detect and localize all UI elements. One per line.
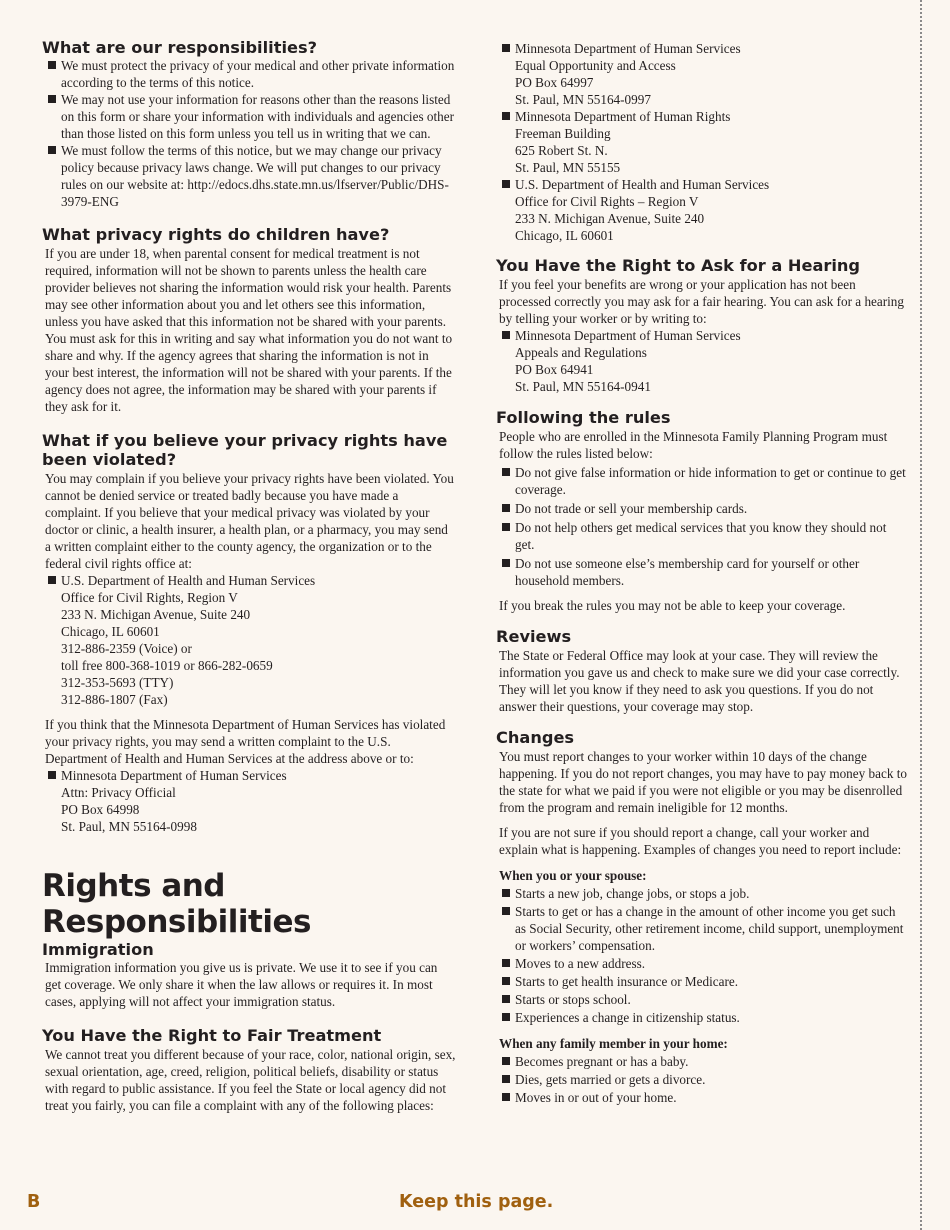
bullet-icon — [502, 1093, 510, 1101]
bullet-icon — [48, 771, 56, 779]
spouse-changes-list — [496, 885, 908, 1026]
bullet-icon — [502, 180, 510, 188]
civil-rights-address — [42, 572, 456, 708]
family-changes-list — [496, 1053, 908, 1106]
left-column — [42, 38, 456, 1114]
list-item: Do not use someone else’s membership card for yourself or other household members. — [496, 555, 908, 589]
bullet-icon — [502, 977, 510, 985]
list-item: Dies, gets married or gets a divorce. — [496, 1071, 908, 1088]
page-letter: B — [27, 1192, 41, 1212]
bullet-icon — [48, 61, 56, 69]
list-item: Minnesota Department of Human Services Appeals and Regulations PO Box 64941 St. Paul, MN 55164-0941 — [496, 327, 908, 395]
list-item: Do not trade or sell your membership cards. — [496, 500, 908, 517]
children-heading: What privacy rights do children have? — [42, 225, 390, 244]
immigration-heading: Immigration — [42, 940, 154, 959]
fair-treatment-body: We cannot treat you different because of your race, color, national origin, sex, sexual orientation, age, creed, religion, political beliefs, disability or status with regard to public assistance. If you feel the State or local agency did not treat you fairly, you can file a complaint with any of the following places: — [45, 1047, 456, 1113]
list-item: We may not use your information for reasons other than the reasons listed on this form or share your information with individuals and agencies other than those listed on this form unless you tell us in writing that we can. — [42, 91, 456, 142]
bullet-icon — [502, 468, 510, 476]
bullet-icon — [48, 576, 56, 584]
bullet-icon — [502, 331, 510, 339]
list-item: Minnesota Department of Human Services Equal Opportunity and Access PO Box 64997 St. Paul, MN 55164-0997 — [496, 40, 908, 108]
responsibilities-heading: What are our responsibilities? — [42, 38, 317, 57]
responsibilities-list — [42, 57, 456, 210]
bullet-icon — [502, 523, 510, 531]
bullet-icon — [502, 1013, 510, 1021]
list-item: U.S. Department of Health and Human Services Office for Civil Rights, Region V 233 N. Michigan Avenue, Suite 240 Chicago, IL 60601 312-886-2359 (Voice) or toll free 800-368-1019 or 866-282-0659 312-353-5693 (TTY) 312-886-1807 (Fax) — [42, 572, 456, 708]
list-item: We must protect the privacy of your medical and other private information according to the terms of this notice. — [42, 57, 456, 91]
bullet-icon — [502, 995, 510, 1003]
reviews-body: The State or Federal Office may look at your case. They will review the information you gave us and check to make sure we did your case correctly. They will let you know if they need to ask you questions. If you do not answer their questions, your coverage may stop. — [499, 648, 900, 714]
list-item: Moves to a new address. — [496, 955, 908, 972]
bullet-icon — [502, 907, 510, 915]
bullet-icon — [502, 504, 510, 512]
violated-body-2: If you think that the Minnesota Department of Human Services has violated your privacy rights, you may send a written complaint to the U.S. Department of Health and Human Services at the address above or to: — [45, 717, 446, 766]
complaint-places-list — [496, 40, 908, 244]
page-footer — [0, 1190, 950, 1216]
dotted-cut-line — [920, 0, 922, 1230]
bullet-icon — [502, 44, 510, 52]
bullet-icon — [502, 112, 510, 120]
rules-body: People who are enrolled in the Minnesota Family Planning Program must follow the rules listed below: — [499, 429, 888, 461]
right-column — [496, 40, 908, 1106]
list-item: Minnesota Department of Human Rights Freeman Building 625 Robert St. N. St. Paul, MN 55155 — [496, 108, 908, 176]
immigration-body: Immigration information you give us is private. We use it to see if you can get coverage. We only share it when the law allows or requires it. In most cases, applying will not affect your immigration status. — [45, 960, 438, 1009]
hearing-body: If you feel your benefits are wrong or your application has not been processed correctly you may ask for a fair hearing. You can ask for a hearing by telling your worker or by writing to: — [499, 277, 904, 326]
spouse-label: When you or your spouse: — [499, 868, 647, 883]
changes-body-2: If you are not sure if you should report a change, call your worker and explain what is happening. Examples of changes you need to report include: — [499, 825, 902, 857]
list-item: U.S. Department of Health and Human Services Office for Civil Rights – Region V 233 N. Michigan Avenue, Suite 240 Chicago, IL 60601 — [496, 176, 908, 244]
privacy-official-address — [42, 767, 456, 835]
reviews-heading: Reviews — [496, 627, 572, 646]
keep-this-page-label: Keep this page. — [399, 1192, 554, 1212]
bullet-icon — [502, 889, 510, 897]
rules-footer: If you break the rules you may not be able to keep your coverage. — [499, 598, 846, 613]
list-item: Starts to get health insurance or Medicare. — [496, 973, 908, 990]
list-item: Do not help others get medical services that you know they should not get. — [496, 519, 908, 553]
list-item: Starts a new job, change jobs, or stops a job. — [496, 885, 908, 902]
family-label: When any family member in your home: — [499, 1036, 728, 1051]
bullet-icon — [502, 559, 510, 567]
bullet-icon — [502, 1057, 510, 1065]
hearing-heading: You Have the Right to Ask for a Hearing — [496, 256, 861, 275]
rules-list — [496, 464, 908, 589]
changes-heading: Changes — [496, 728, 575, 747]
children-body: If you are under 18, when parental consent for medical treatment is not required, information will not be shown to parents unless the health care provider believes not sharing the information would risk your health. Parents may see other information about you and let others see this information, unless you have asked that this information not be shared with your parents. You must ask for this in writing and say what information you do not want to share and why. If the agency agrees that sharing the information is not in your best interest, the information will not be shared with your parents. If the agency does not agree, the information may be shared with your parents if they ask for it. — [45, 246, 453, 414]
violated-heading: What if you believe your privacy rights have been violated? — [42, 431, 448, 469]
list-item: Starts or stops school. — [496, 991, 908, 1008]
bullet-icon — [48, 95, 56, 103]
list-item: Becomes pregnant or has a baby. — [496, 1053, 908, 1070]
bullet-icon — [48, 146, 56, 154]
list-item: Experiences a change in citizenship status. — [496, 1009, 908, 1026]
list-item: Moves in or out of your home. — [496, 1089, 908, 1106]
rules-heading: Following the rules — [496, 408, 671, 427]
changes-body: You must report changes to your worker within 10 days of the change happening. If you do not report changes, you may have to pay money back to the state for what we paid if you were not eligible or you may be disenrolled from the program and remain ineligible for 12 months. — [499, 749, 907, 815]
list-item: Minnesota Department of Human Services Attn: Privacy Official PO Box 64998 St. Paul, MN 55164-0998 — [42, 767, 456, 835]
list-item: We must follow the terms of this notice, but we may change our privacy policy because privacy laws change. We will put changes to our privacy rules on our website at: http://edocs.dhs.state.mn.us/lfserver/Public/DHS-3979-ENG — [42, 142, 456, 210]
fair-treatment-heading: You Have the Right to Fair Treatment — [42, 1026, 382, 1045]
violated-body: You may complain if you believe your privacy rights have been violated. You cannot be denied service or treated badly because you have made a complaint. If you believe that your medical privacy was violated by your doctor or clinic, a health insurer, a health plan, or a pharmacy, you may send a written complaint either to the county agency, the organization or to the federal civil rights office at: — [45, 471, 454, 571]
rights-title: Rights and Responsibilities — [42, 868, 311, 940]
list-item: Do not give false information or hide information to get or continue to get coverage. — [496, 464, 908, 498]
bullet-icon — [502, 959, 510, 967]
list-item: Starts to get or has a change in the amount of other income you get such as Social Security, other retirement income, child support, unemployment or workers’ compensation. — [496, 903, 908, 954]
appeals-address — [496, 327, 908, 395]
bullet-icon — [502, 1075, 510, 1083]
